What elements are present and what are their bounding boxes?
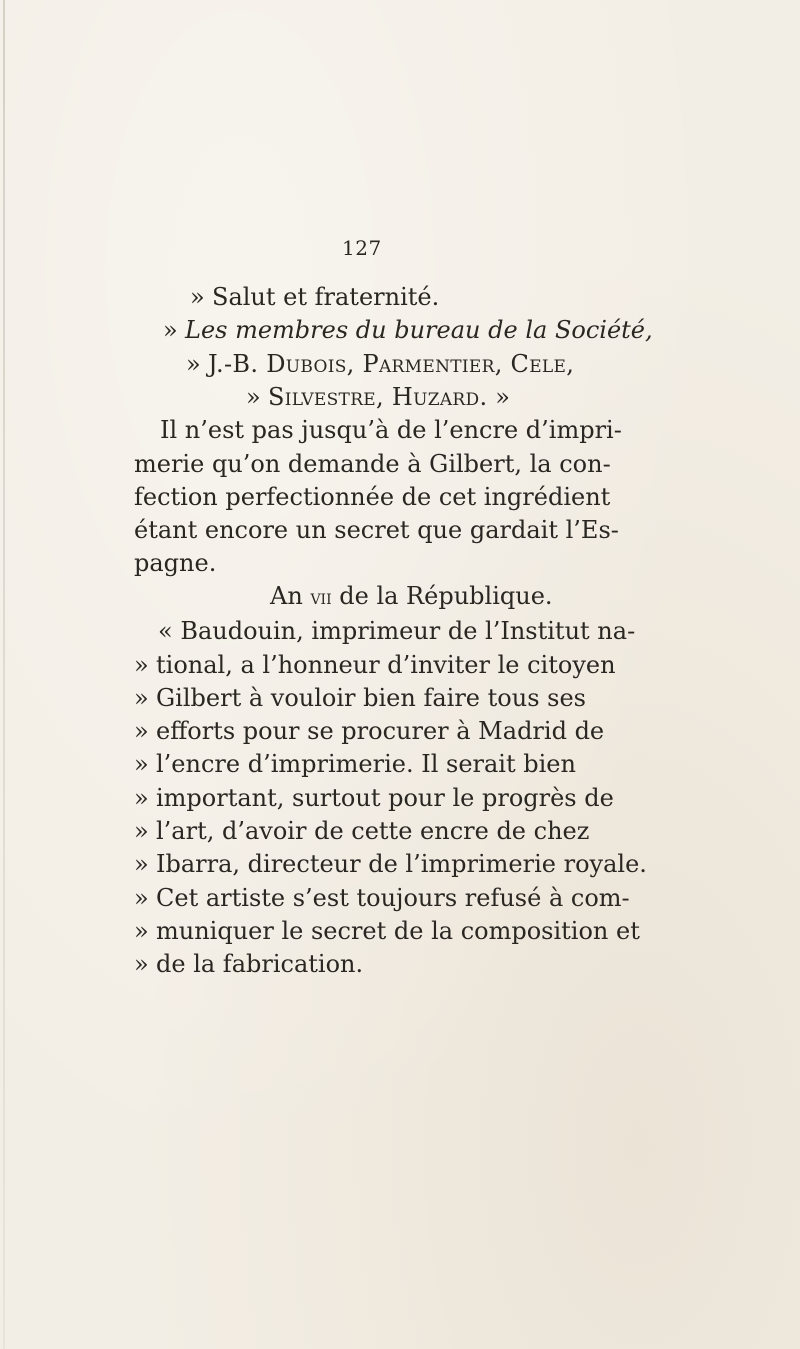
- letter-line: [134, 815, 590, 848]
- letter-text: l’art, d’avoir de cette encre de chez: [156, 817, 590, 845]
- letter-text: de la fabrication.: [156, 950, 364, 978]
- paragraph-line: étant encore un secret que gardait l’Es-: [134, 516, 619, 544]
- quote-mark: »: [190, 283, 205, 311]
- quote-mark: »: [134, 717, 149, 745]
- opening-quote: «: [158, 617, 173, 645]
- letter-line: [158, 615, 636, 648]
- letter-line: [134, 882, 630, 915]
- paragraph-line: merie qu’on demande à Gilbert, la con-: [134, 450, 611, 478]
- letter-text: Gilbert à vouloir bien faire tous ses: [156, 684, 586, 712]
- signature-line-2: [186, 348, 576, 381]
- letter-text: muniquer le secret de la composition et: [156, 917, 640, 945]
- letter-text: Cet artiste s’est toujours refusé à com-: [156, 884, 630, 912]
- signature-line-3: [246, 381, 576, 414]
- letter-text: Baudouin, imprimeur de l’Institut na-: [180, 617, 636, 645]
- letter-line: [134, 848, 647, 881]
- paragraph-line: Il n’est pas jusqu’à de l’encre d’impri-: [160, 416, 622, 444]
- quote-mark: »: [134, 750, 149, 778]
- closing-salutation: [190, 281, 570, 314]
- salutation-text: Salut et fraternité.: [212, 283, 440, 311]
- letter-line: [134, 748, 576, 781]
- signature-text: Les membres du bureau de la Société,: [185, 316, 653, 344]
- letter-line: [134, 948, 568, 981]
- letter-text: tional, a l’honneur d’inviter le citoyen: [156, 651, 616, 679]
- quote-mark: »: [134, 651, 149, 679]
- date-roman-numeral: vii: [310, 585, 332, 609]
- quote-mark: »: [134, 817, 149, 845]
- quote-mark: »: [246, 383, 261, 411]
- letter-text: important, surtout pour le progrès de: [156, 784, 614, 812]
- letter-line: [134, 649, 616, 682]
- date-suffix: de la République.: [339, 582, 553, 610]
- letter-date: [270, 580, 570, 614]
- page-edge: [3, 0, 5, 1349]
- quote-mark: »: [163, 316, 178, 344]
- date-prefix: An: [270, 582, 303, 610]
- quote-mark: »: [134, 917, 149, 945]
- quote-mark: »: [186, 350, 201, 378]
- quote-mark: »: [134, 784, 149, 812]
- page-number: 127: [342, 236, 382, 260]
- paragraph-line: fection perfectionnée de cet ingrédient: [134, 483, 611, 511]
- signature-line-1: [163, 314, 653, 347]
- paragraph-line: pagne.: [134, 549, 217, 577]
- letter-text: l’encre d’imprimerie. Il serait bien: [156, 750, 576, 778]
- signature-names: J.-B. Dubois, Parmentier, Cele,: [208, 350, 575, 378]
- letter-text: Ibarra, directeur de l’imprimerie royale.: [156, 850, 647, 878]
- letter-line: [134, 715, 605, 748]
- quote-mark: »: [134, 950, 149, 978]
- quote-mark: »: [134, 684, 149, 712]
- quote-mark: »: [134, 850, 149, 878]
- signature-names: Silvestre, Huzard. »: [268, 383, 511, 411]
- letter-line: [134, 915, 640, 948]
- letter-line: [134, 682, 586, 715]
- quote-mark: »: [134, 884, 149, 912]
- letter-line: [134, 782, 614, 815]
- letter-text: efforts pour se procurer à Madrid de: [156, 717, 605, 745]
